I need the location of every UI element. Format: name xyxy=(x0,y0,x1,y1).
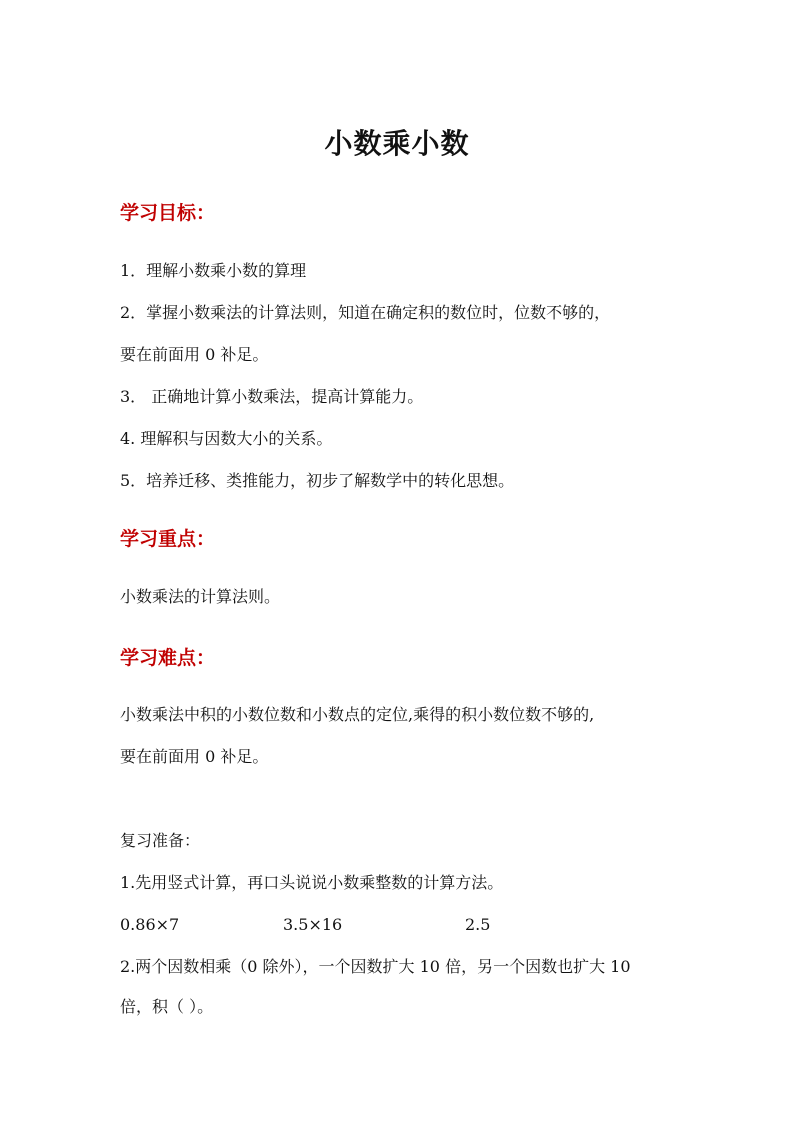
review-question-2: 2.两个因数相乘（0 除外），一个因数扩大 10 倍，另一个因数也扩大 10 xyxy=(120,957,631,976)
objective-item-1: 1．理解小数乘小数的算理 xyxy=(120,261,307,280)
objective-item-2-continued: 要在前面用 0 补足。 xyxy=(120,345,269,364)
difficulty-line-2: 要在前面用 0 补足。 xyxy=(120,747,269,766)
difficulty-line-1: 小数乘法中积的小数位数和小数点的定位,乘得的积小数位数不够的, xyxy=(120,705,595,724)
objective-item-5: 5．培养迁移、类推能力，初步了解数学中的转化思想。 xyxy=(120,471,515,490)
objectives-heading: 学习目标： xyxy=(120,202,216,224)
difficulty-heading: 学习难点： xyxy=(120,647,216,669)
review-question-2-continued: 倍，积（ ）。 xyxy=(120,997,214,1016)
equation-2: 3.5×16 xyxy=(283,915,343,934)
review-heading: 复习准备： xyxy=(120,831,201,850)
equation-row xyxy=(120,911,700,939)
objective-item-4: 4. 理解积与因数大小的关系。 xyxy=(120,429,333,448)
key-point-heading: 学习重点： xyxy=(120,528,216,550)
review-question-1: 1.先用竖式计算，再口头说说小数乘整数的计算方法。 xyxy=(120,873,504,892)
equation-1: 0.86×7 xyxy=(120,915,180,934)
objective-item-2: 2．掌握小数乘法的计算法则，知道在确定积的数位时，位数不够的， xyxy=(120,303,611,322)
key-point-text: 小数乘法的计算法则。 xyxy=(120,587,281,606)
objective-item-3: 3． 正确地计算小数乘法，提高计算能力。 xyxy=(120,387,424,406)
equation-3: 2.5 xyxy=(465,915,491,934)
page-title: 小数乘小数 xyxy=(324,127,470,160)
